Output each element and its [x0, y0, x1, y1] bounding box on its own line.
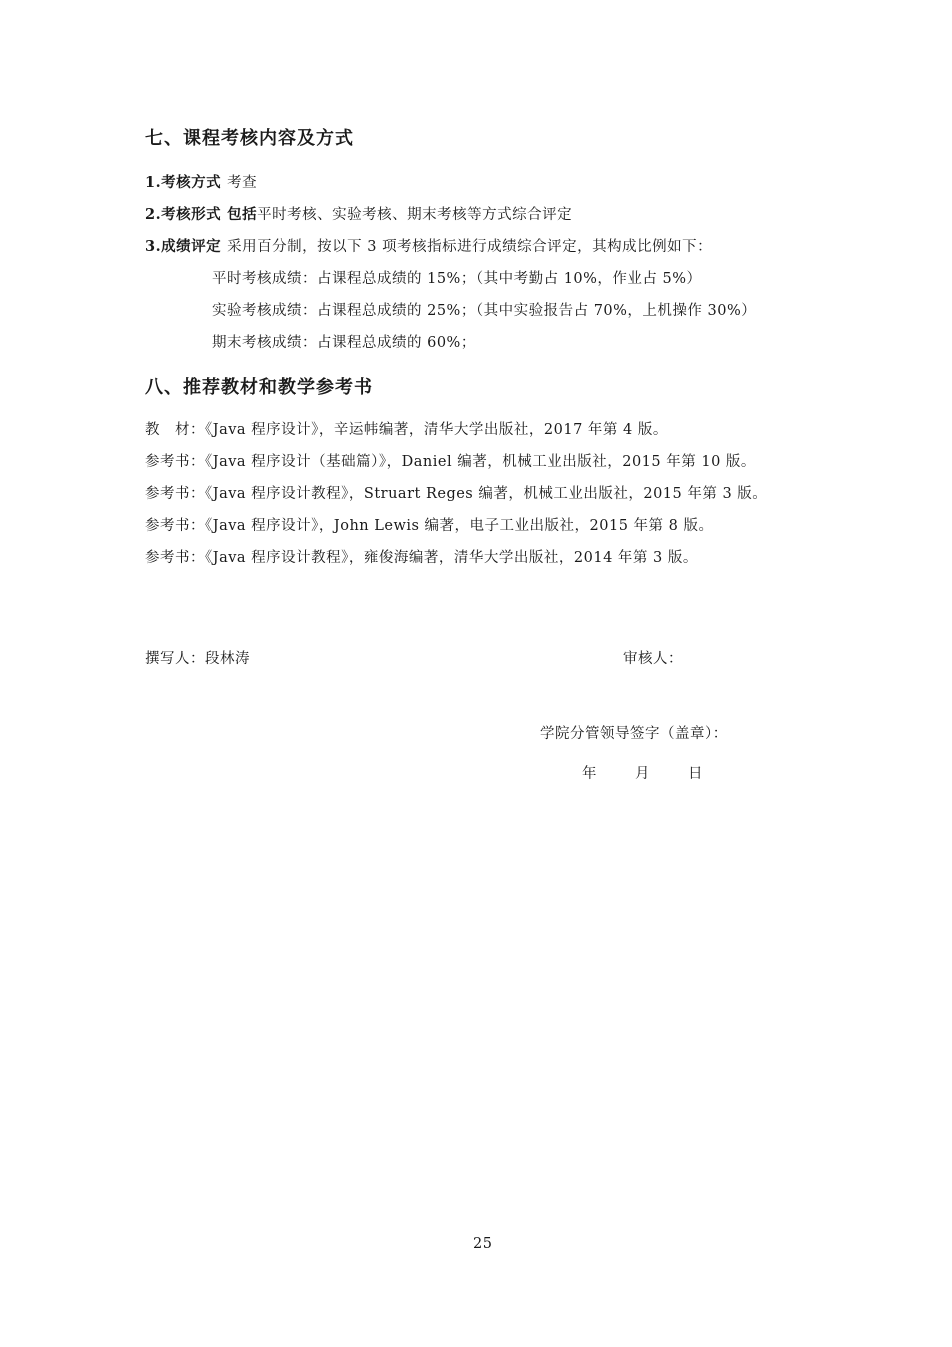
assessment-form-label: 2.考核形式	[145, 206, 222, 223]
assessment-form-lead: 包括	[227, 206, 258, 223]
reference-book-text: 《Java 程序设计（基础篇）》，Daniel 编著，机械工业出版社，2015 年第 10 版。	[205, 454, 756, 470]
assessment-method-value: 考查	[227, 175, 258, 191]
textbook-label: 教 材：	[145, 422, 205, 438]
reference-book-label: 参考书：	[145, 454, 205, 470]
grade-component-final: 期末考核成绩：占课程总成绩的 60%；	[212, 335, 476, 351]
reference-book-line	[145, 450, 756, 471]
assessment-form-line	[145, 203, 572, 224]
reviewer-label: 审核人：	[623, 651, 683, 667]
grading-value: 采用百分制，按以下 3 项考核指标进行成绩综合评定，其构成比例如下：	[227, 239, 713, 255]
author-name: 段林涛	[205, 651, 250, 667]
assessment-method-label: 1.考核方式	[145, 174, 222, 191]
author-label: 撰写人：	[145, 651, 205, 667]
reference-book-line	[145, 546, 698, 567]
grade-component-lab: 实验考核成绩：占课程总成绩的 25%；（其中实验报告占 70%，上机操作 30%）	[212, 303, 757, 319]
textbook-text: 《Java 程序设计》，辛运帏编著，清华大学出版社，2017 年第 4 版。	[205, 422, 668, 438]
date-month: 月	[635, 766, 650, 782]
assessment-method-line	[145, 171, 257, 192]
grading-label: 3.成绩评定	[145, 238, 222, 255]
grade-component-regular: 平时考核成绩：占课程总成绩的 15%；（其中考勤占 10%，作业占 5%）	[212, 271, 702, 287]
reference-book-line	[145, 482, 767, 503]
signature-date	[582, 762, 703, 783]
leader-signature-label: 学院分管领导签字（盖章）：	[540, 726, 728, 742]
page-number: 25	[473, 1236, 493, 1252]
assessment-form-value: 平时考核、实验考核、期末考核等方式综合评定	[257, 207, 573, 223]
grading-line	[145, 235, 712, 256]
reference-book-text: 《Java 程序设计教程》，雍俊海编著，清华大学出版社，2014 年第 3 版。	[205, 550, 698, 566]
reference-book-label: 参考书：	[145, 486, 205, 502]
reference-book-label: 参考书：	[145, 550, 205, 566]
date-day: 日	[688, 766, 703, 782]
date-year: 年	[582, 766, 597, 782]
reference-book-line	[145, 514, 714, 535]
reference-book-text: 《Java 程序设计》，John Lewis 编著，电子工业出版社，2015 年第 8 版。	[205, 518, 714, 534]
reference-book-text: 《Java 程序设计教程》，Struart Reges 编著，机械工业出版社，2015 年第 3 版。	[205, 486, 768, 502]
section-8-heading: 八、推荐教材和教学参考书	[145, 377, 373, 398]
reference-book-label: 参考书：	[145, 518, 205, 534]
section-7-heading: 七、课程考核内容及方式	[145, 128, 354, 149]
textbook-line	[145, 418, 668, 439]
author-signature	[145, 647, 250, 668]
